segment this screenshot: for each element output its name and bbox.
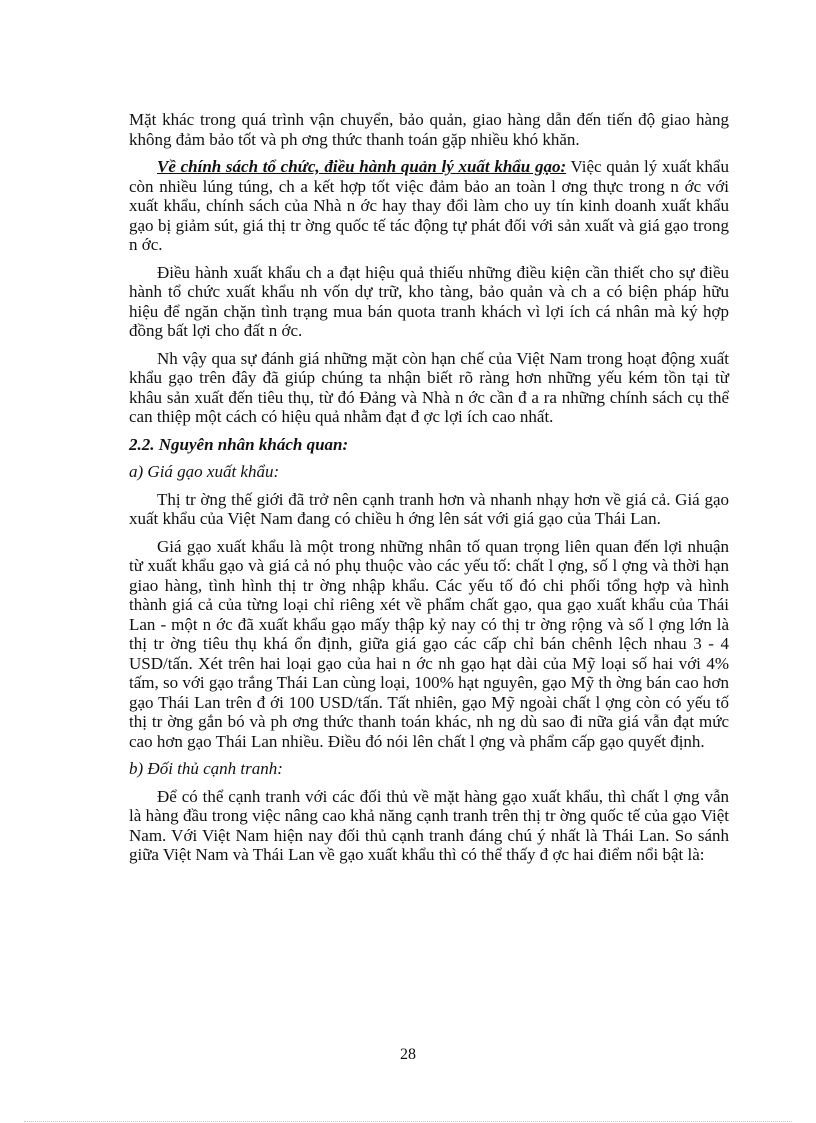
policy-body: Việc quản lý xuất khẩu còn nhiều lúng túng, ch a kết hợp tốt việc đảm bảo an toàn l ơng thực trong n ớc với xuất khẩu, chính sách của Nhà n ớc hay thay đổi làm cho uy tín kinh doanh xuất khẩu gạo bị giảm sút, giá thị tr ờng quốc tế tác động tự phát đối với sản xuất và giá gạo trong n ớc.	[129, 157, 729, 254]
paragraph-world-market: Thị tr ờng thế giới đã trở nên cạnh tranh hơn và nhanh nhạy hơn về giá cả. Giá gạo xuất khẩu của Việt Nam đang có chiều h ớng lên sát với giá gạo của Thái Lan.	[129, 489, 729, 528]
section-heading-2-2: 2.2. Nguyên nhân khách quan:	[129, 434, 349, 454]
subsection-heading-b: b) Đối thủ cạnh tranh:	[129, 759, 283, 778]
paragraph-rice-price: Giá gạo xuất khẩu là một trong những nhân tố quan trọng liên quan đến lợi nhuận từ xuất khẩu gạo và giá cả nó phụ thuộc vào các yếu tố: chất l ợng, số l ợng và thời hạn giao hàng, tình hình thị tr ờng nhập khẩu. Các yếu tố đó chi phối tổng hợp và hình thành giá cả của từng loại chỉ riêng xét về phẩm chất gạo, qua gạo xuất khẩu của Thái Lan - một n ớc đã xuất khẩu gạo mấy thập kỷ nay có thị tr ờng rộng và số l ợng lớn là thị tr ờng tiêu thụ khá ổn định, giữa giá gạo các cấp chỉ bán chênh lệch nhau 3 - 4 USD/tấn. Xét trên hai loại gạo của hai n ớc nh gạo hạt dài của Mỹ loại số hai với 4% tấm, so với gạo trắng Thái Lan cùng loại, 100% hạt nguyên, gạo Mỹ th ờng bán cao hơn gạo Thái Lan trên đ ới 100 USD/tấn. Tất nhiên, gạo Mỹ ngoài chất l ợng còn có yếu tố thị tr ờng gắn bó và ph ơng thức thanh toán khác, nh ng dù sao đi nữa giá vẫn đạt mức cao hơn gạo Thái Lan nhiều. Điều đó nói lên chất l ợng và phẩm cấp gạo quyết định.	[129, 536, 729, 751]
paragraph-export-policy	[129, 157, 729, 255]
paragraph-summary: Nh vậy qua sự đánh giá những mặt còn hạn chế của Việt Nam trong hoạt động xuất khẩu gạo trên đây đã giúp chúng ta nhận biết rõ ràng hơn những yếu kém tồn tại từ khâu sản xuất đến tiêu thụ, từ đó Đảng và Nhà n ớc cần đ a ra những chính sách cụ thể can thiệp một cách có hiệu quả nhằm đạt đ ợc lợi ích cao nhất.	[129, 348, 729, 426]
footer-divider	[24, 1121, 792, 1122]
paragraph-export-management: Điều hành xuất khẩu ch a đạt hiệu quả thiếu những điều kiện cần thiết cho sự điều hành tổ chức xuất khẩu nh vốn dự trữ, kho tàng, bảo quản và ch a có biện pháp hữu hiệu để ngăn chặn tình trạng mua bán quota tranh khách vì lợi ích cá nhân mà ký hợp đồng bất lợi cho đất n ớc.	[129, 262, 729, 340]
document-page	[129, 110, 729, 873]
paragraph-transport-issues: Mặt khác trong quá trình vận chuyển, bảo quản, giao hàng dẫn đến tiến độ giao hàng không đảm bảo tốt và ph ơng thức thanh toán gặp nhiều khó khăn.	[129, 110, 729, 149]
page-number: 28	[400, 1046, 416, 1063]
subsection-heading-a: a) Giá gạo xuất khẩu:	[129, 462, 280, 481]
paragraph-competitors: Để có thể cạnh tranh với các đối thủ về mặt hàng gạo xuất khẩu, thì chất l ợng vẫn là hàng đầu trong việc nâng cao khả năng cạnh tranh trên thị tr ờng quốc tế của gạo Việt Nam. Với Việt Nam hiện nay đối thủ cạnh tranh đáng chú ý nhất là Thái Lan. So sánh giữa Việt Nam và Thái Lan về gạo xuất khẩu thì có thể thấy đ ợc hai điểm nổi bật là:	[129, 786, 729, 864]
policy-heading: Về chính sách tổ chức, điều hành quản lý xuất khẩu gạo:	[157, 157, 567, 176]
